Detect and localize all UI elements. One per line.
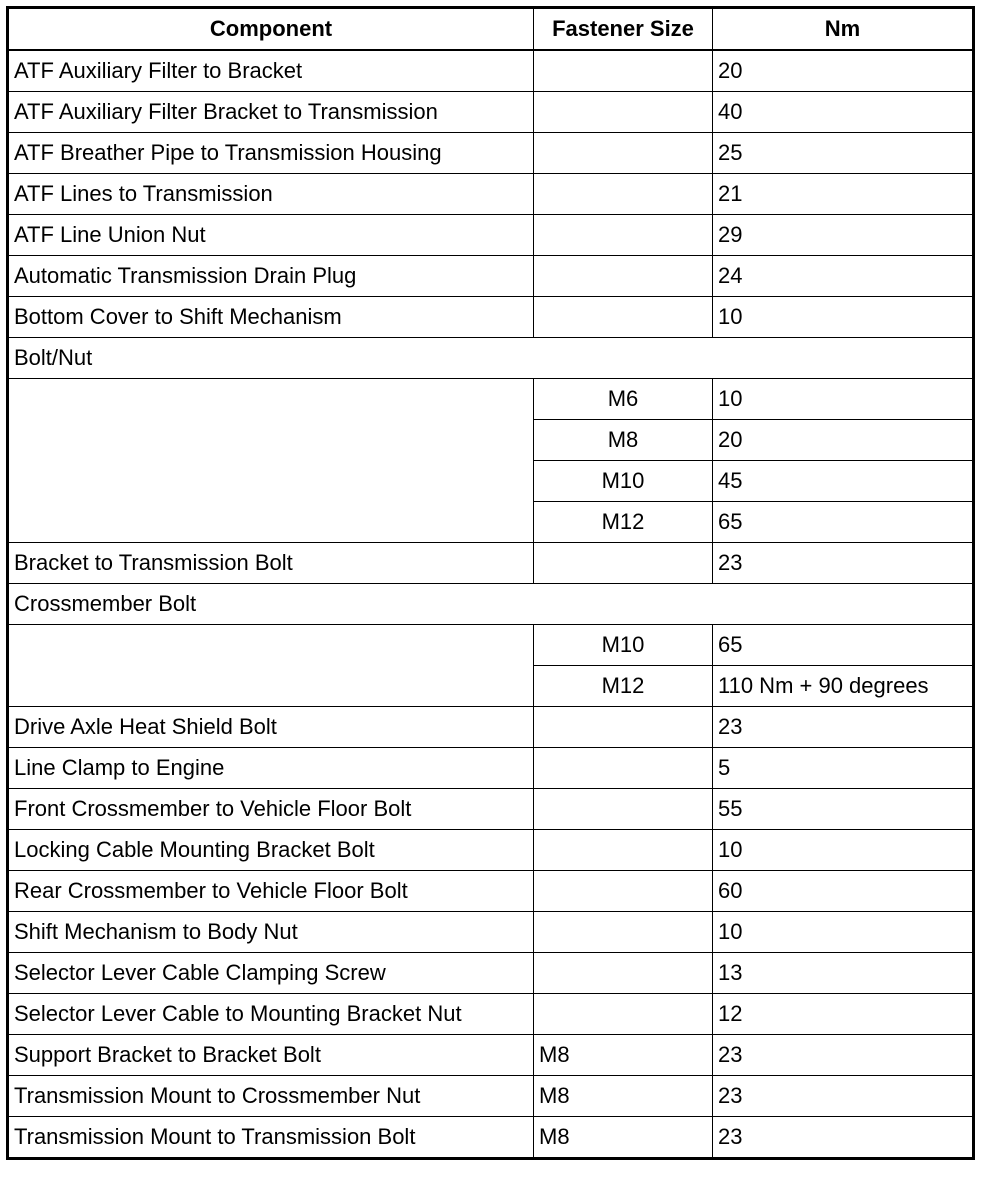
table-row [8,297,974,338]
component-cell: Locking Cable Mounting Bracket Bolt [8,830,534,871]
fastener-size-cell [534,256,713,297]
component-cell: ATF Line Union Nut [8,215,534,256]
fastener-size-cell [534,215,713,256]
component-cell: Rear Crossmember to Vehicle Floor Bolt [8,871,534,912]
nm-cell: 13 [713,953,974,994]
fastener-size-cell [534,707,713,748]
fastener-size-cell: M8 [534,1117,713,1159]
group-header-row-bolt-nut [8,338,974,379]
nm-cell: 10 [713,379,974,420]
group-title-crossmember: Crossmember Bolt [8,584,974,625]
fastener-size-cell [534,92,713,133]
fastener-size-cell [534,297,713,338]
fastener-size-cell [534,789,713,830]
fastener-size-cell [534,543,713,584]
table-row [8,1076,974,1117]
table-row [8,789,974,830]
table-row [8,994,974,1035]
nm-cell: 23 [713,1035,974,1076]
table-row [8,953,974,994]
component-cell: ATF Lines to Transmission [8,174,534,215]
fastener-size-cell [534,871,713,912]
nm-cell: 12 [713,994,974,1035]
fastener-size-cell [534,994,713,1035]
table-row [8,748,974,789]
empty-component-cell [8,379,534,543]
nm-cell: 110 Nm + 90 degrees [713,666,974,707]
torque-spec-table [6,6,975,1160]
fastener-size-cell [534,953,713,994]
nm-cell: 5 [713,748,974,789]
nm-cell: 24 [713,256,974,297]
component-cell: Support Bracket to Bracket Bolt [8,1035,534,1076]
nm-cell: 65 [713,502,974,543]
table-row [8,1035,974,1076]
table-row [8,912,974,953]
nm-cell: 55 [713,789,974,830]
table-row [8,543,974,584]
component-cell: ATF Breather Pipe to Transmission Housing [8,133,534,174]
component-cell: Bracket to Transmission Bolt [8,543,534,584]
fastener-size-cell [534,912,713,953]
table-row [8,215,974,256]
component-cell: ATF Auxiliary Filter to Bracket [8,50,534,92]
fastener-size-cell: M10 [534,461,713,502]
component-cell: Selector Lever Cable to Mounting Bracket Nut [8,994,534,1035]
nm-cell: 45 [713,461,974,502]
nm-cell: 10 [713,912,974,953]
table-header-row [8,8,974,51]
component-cell: Drive Axle Heat Shield Bolt [8,707,534,748]
nm-cell: 40 [713,92,974,133]
fastener-size-cell [534,174,713,215]
fastener-size-cell [534,133,713,174]
nm-cell: 29 [713,215,974,256]
table-row [8,830,974,871]
table-row [8,625,974,666]
group-title-bolt-nut: Bolt/Nut [8,338,974,379]
component-cell: Bottom Cover to Shift Mechanism [8,297,534,338]
component-cell: Line Clamp to Engine [8,748,534,789]
nm-cell: 23 [713,1117,974,1159]
group-header-row-crossmember [8,584,974,625]
header-nm: Nm [713,8,974,51]
fastener-size-cell [534,748,713,789]
component-cell: ATF Auxiliary Filter Bracket to Transmission [8,92,534,133]
nm-cell: 10 [713,297,974,338]
nm-cell: 23 [713,1076,974,1117]
fastener-size-cell: M8 [534,1076,713,1117]
fastener-size-cell [534,50,713,92]
nm-cell: 10 [713,830,974,871]
component-cell: Automatic Transmission Drain Plug [8,256,534,297]
table-row [8,379,974,420]
table-row [8,707,974,748]
nm-cell: 21 [713,174,974,215]
fastener-size-cell: M10 [534,625,713,666]
table-row [8,50,974,92]
fastener-size-cell: M8 [534,1035,713,1076]
header-fastener-size: Fastener Size [534,8,713,51]
empty-component-cell [8,625,534,707]
nm-cell: 60 [713,871,974,912]
fastener-size-cell [534,830,713,871]
header-component: Component [8,8,534,51]
nm-cell: 23 [713,543,974,584]
fastener-size-cell: M12 [534,502,713,543]
fastener-size-cell: M12 [534,666,713,707]
nm-cell: 23 [713,707,974,748]
table-row [8,92,974,133]
table-row [8,256,974,297]
fastener-size-cell: M6 [534,379,713,420]
component-cell: Shift Mechanism to Body Nut [8,912,534,953]
component-cell: Transmission Mount to Transmission Bolt [8,1117,534,1159]
table-row [8,133,974,174]
component-cell: Transmission Mount to Crossmember Nut [8,1076,534,1117]
component-cell: Front Crossmember to Vehicle Floor Bolt [8,789,534,830]
table-row [8,174,974,215]
fastener-size-cell: M8 [534,420,713,461]
nm-cell: 20 [713,50,974,92]
nm-cell: 20 [713,420,974,461]
nm-cell: 65 [713,625,974,666]
component-cell: Selector Lever Cable Clamping Screw [8,953,534,994]
table-row [8,1117,974,1159]
nm-cell: 25 [713,133,974,174]
table-row [8,871,974,912]
